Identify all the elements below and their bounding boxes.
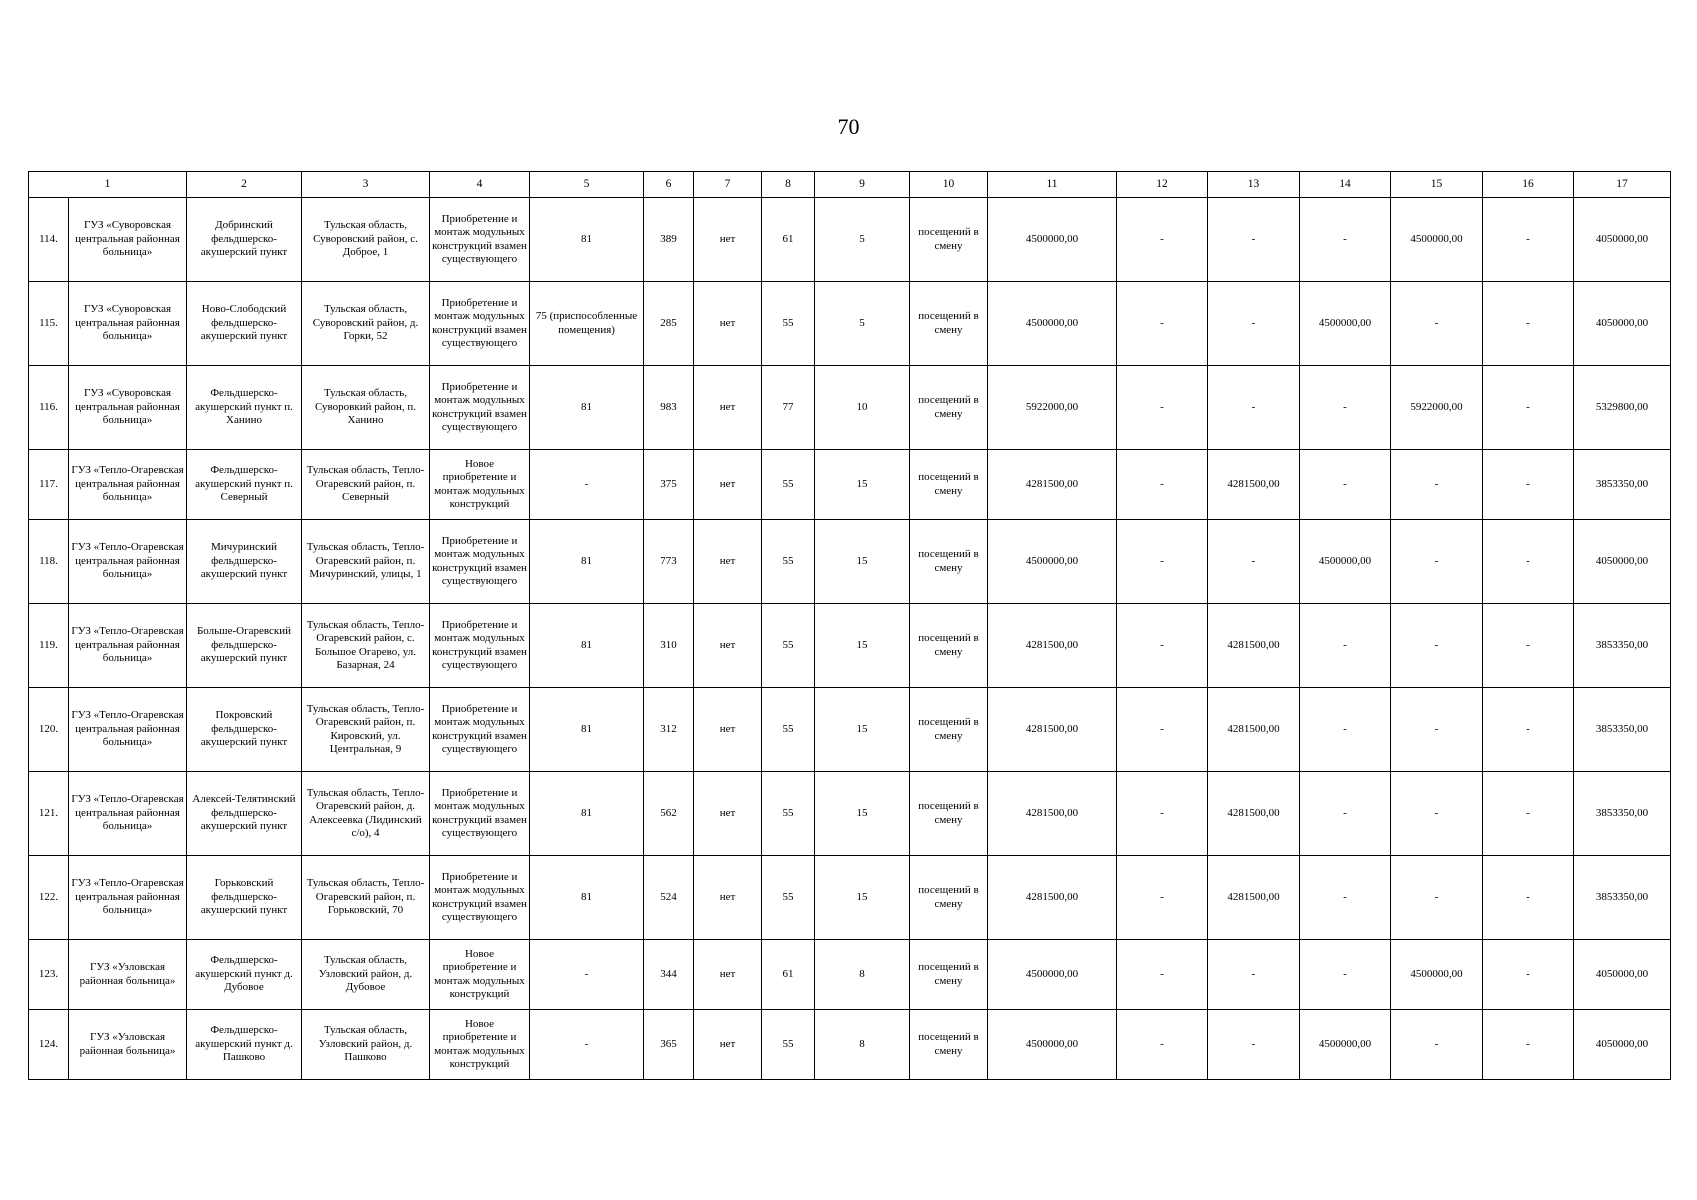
cell-c14: - xyxy=(1300,940,1391,1010)
cell-org: ГУЗ «Тепло-Огаревская центральная районная больница» xyxy=(69,856,187,940)
cell-no: 117. xyxy=(29,450,69,520)
cell-name: Алексей-Телятинский фельдшерско-акушерский пункт xyxy=(187,772,302,856)
table-row xyxy=(29,198,1671,282)
cell-c7: нет xyxy=(694,520,762,604)
cell-c5: - xyxy=(530,940,644,1010)
cell-org: ГУЗ «Суворовская центральная районная больница» xyxy=(69,366,187,450)
cell-c13: - xyxy=(1208,366,1300,450)
cell-c11: 4281500,00 xyxy=(988,688,1117,772)
cell-c15: - xyxy=(1391,520,1483,604)
cell-c16: - xyxy=(1483,520,1574,604)
cell-c14: - xyxy=(1300,198,1391,282)
cell-org: ГУЗ «Суворовская центральная районная больница» xyxy=(69,198,187,282)
cell-address: Тульская область, Суворовский район, с. Доброе, 1 xyxy=(302,198,430,282)
cell-c8: 77 xyxy=(762,366,815,450)
table-row xyxy=(29,688,1671,772)
table-row xyxy=(29,1010,1671,1080)
cell-c6: 389 xyxy=(644,198,694,282)
cell-c7: нет xyxy=(694,940,762,1010)
column-header: 5 xyxy=(530,172,644,198)
column-header: 1 xyxy=(29,172,187,198)
cell-address: Тульская область, Тепло-Огаревский район, с. Большое Огарево, ул. Базарная, 24 xyxy=(302,604,430,688)
cell-c17: 3853350,00 xyxy=(1574,604,1671,688)
table-row xyxy=(29,772,1671,856)
cell-c17: 4050000,00 xyxy=(1574,940,1671,1010)
cell-c10: посещений в смену xyxy=(910,1010,988,1080)
cell-c16: - xyxy=(1483,856,1574,940)
cell-c12: - xyxy=(1117,940,1208,1010)
header-row xyxy=(29,172,1671,198)
cell-c15: 5922000,00 xyxy=(1391,366,1483,450)
cell-c11: 4500000,00 xyxy=(988,198,1117,282)
cell-c11: 4500000,00 xyxy=(988,940,1117,1010)
cell-c5: 81 xyxy=(530,772,644,856)
cell-c12: - xyxy=(1117,856,1208,940)
cell-c16: - xyxy=(1483,450,1574,520)
cell-work: Приобретение и монтаж модульных конструкций взамен существующего xyxy=(430,366,530,450)
cell-c16: - xyxy=(1483,604,1574,688)
cell-c14: - xyxy=(1300,688,1391,772)
cell-c13: 4281500,00 xyxy=(1208,772,1300,856)
cell-name: Фельдшерско-акушерский пункт п. Северный xyxy=(187,450,302,520)
cell-address: Тульская область, Тепло-Огаревский район, п. Горьковский, 70 xyxy=(302,856,430,940)
cell-c7: нет xyxy=(694,366,762,450)
column-header: 15 xyxy=(1391,172,1483,198)
cell-c5: 81 xyxy=(530,520,644,604)
cell-c6: 375 xyxy=(644,450,694,520)
cell-name: Фельдшерско-акушерский пункт д. Дубовое xyxy=(187,940,302,1010)
cell-c15: 4500000,00 xyxy=(1391,940,1483,1010)
cell-address: Тульская область, Суворовкий район, п. Ханино xyxy=(302,366,430,450)
cell-name: Больше-Огаревский фельдшерско-акушерский пункт xyxy=(187,604,302,688)
cell-work: Приобретение и монтаж модульных конструкций взамен существующего xyxy=(430,856,530,940)
cell-c7: нет xyxy=(694,450,762,520)
cell-c8: 61 xyxy=(762,940,815,1010)
cell-org: ГУЗ «Тепло-Огаревская центральная районная больница» xyxy=(69,520,187,604)
cell-address: Тульская область, Узловский район, д. Дубовое xyxy=(302,940,430,1010)
cell-c13: - xyxy=(1208,282,1300,366)
registry-table xyxy=(28,171,1671,1080)
cell-c12: - xyxy=(1117,520,1208,604)
cell-c14: - xyxy=(1300,450,1391,520)
cell-c10: посещений в смену xyxy=(910,772,988,856)
cell-address: Тульская область, Тепло-Огаревский район, д. Алексеевка (Лидинский с/о), 4 xyxy=(302,772,430,856)
cell-c12: - xyxy=(1117,366,1208,450)
cell-c9: 5 xyxy=(815,282,910,366)
cell-c11: 4281500,00 xyxy=(988,856,1117,940)
cell-c16: - xyxy=(1483,940,1574,1010)
cell-work: Приобретение и монтаж модульных конструкций взамен существующего xyxy=(430,520,530,604)
cell-c14: 4500000,00 xyxy=(1300,1010,1391,1080)
cell-c9: 5 xyxy=(815,198,910,282)
cell-c15: - xyxy=(1391,1010,1483,1080)
cell-c10: посещений в смену xyxy=(910,366,988,450)
cell-c10: посещений в смену xyxy=(910,198,988,282)
cell-c10: посещений в смену xyxy=(910,940,988,1010)
cell-c15: - xyxy=(1391,772,1483,856)
cell-c14: 4500000,00 xyxy=(1300,282,1391,366)
cell-c5: - xyxy=(530,1010,644,1080)
cell-c6: 524 xyxy=(644,856,694,940)
table-row xyxy=(29,520,1671,604)
cell-c9: 15 xyxy=(815,520,910,604)
column-header: 11 xyxy=(988,172,1117,198)
table-row xyxy=(29,450,1671,520)
cell-c13: - xyxy=(1208,520,1300,604)
cell-c16: - xyxy=(1483,366,1574,450)
cell-c16: - xyxy=(1483,282,1574,366)
cell-c11: 5922000,00 xyxy=(988,366,1117,450)
cell-org: ГУЗ «Узловская районная больница» xyxy=(69,1010,187,1080)
cell-c8: 55 xyxy=(762,604,815,688)
cell-work: Приобретение и монтаж модульных конструкций взамен существующего xyxy=(430,198,530,282)
cell-no: 116. xyxy=(29,366,69,450)
cell-c10: посещений в смену xyxy=(910,282,988,366)
cell-c8: 55 xyxy=(762,520,815,604)
cell-c16: - xyxy=(1483,1010,1574,1080)
cell-c7: нет xyxy=(694,688,762,772)
cell-c14: 4500000,00 xyxy=(1300,520,1391,604)
cell-work: Приобретение и монтаж модульных конструкций взамен существующего xyxy=(430,772,530,856)
cell-c13: - xyxy=(1208,1010,1300,1080)
cell-c12: - xyxy=(1117,198,1208,282)
cell-c12: - xyxy=(1117,1010,1208,1080)
cell-c7: нет xyxy=(694,198,762,282)
cell-no: 123. xyxy=(29,940,69,1010)
cell-c11: 4500000,00 xyxy=(988,282,1117,366)
cell-c15: 4500000,00 xyxy=(1391,198,1483,282)
cell-c13: 4281500,00 xyxy=(1208,688,1300,772)
cell-c9: 15 xyxy=(815,772,910,856)
cell-no: 120. xyxy=(29,688,69,772)
cell-no: 122. xyxy=(29,856,69,940)
cell-no: 118. xyxy=(29,520,69,604)
cell-c17: 4050000,00 xyxy=(1574,282,1671,366)
cell-c7: нет xyxy=(694,1010,762,1080)
cell-c8: 55 xyxy=(762,772,815,856)
cell-c9: 15 xyxy=(815,604,910,688)
cell-c7: нет xyxy=(694,282,762,366)
cell-c14: - xyxy=(1300,856,1391,940)
cell-c15: - xyxy=(1391,856,1483,940)
column-header: 3 xyxy=(302,172,430,198)
cell-c17: 4050000,00 xyxy=(1574,520,1671,604)
column-header: 13 xyxy=(1208,172,1300,198)
cell-no: 124. xyxy=(29,1010,69,1080)
cell-c9: 8 xyxy=(815,1010,910,1080)
cell-c16: - xyxy=(1483,688,1574,772)
cell-c11: 4500000,00 xyxy=(988,520,1117,604)
cell-name: Горьковский фельдшерско-акушерский пункт xyxy=(187,856,302,940)
cell-no: 115. xyxy=(29,282,69,366)
cell-org: ГУЗ «Тепло-Огаревская центральная районная больница» xyxy=(69,604,187,688)
cell-work: Новое приобретение и монтаж модульных конструкций xyxy=(430,1010,530,1080)
cell-c15: - xyxy=(1391,282,1483,366)
cell-org: ГУЗ «Тепло-Огаревская центральная районная больница» xyxy=(69,688,187,772)
cell-c7: нет xyxy=(694,772,762,856)
cell-no: 114. xyxy=(29,198,69,282)
cell-org: ГУЗ «Тепло-Огаревская центральная районная больница» xyxy=(69,450,187,520)
cell-c13: 4281500,00 xyxy=(1208,450,1300,520)
cell-name: Фельдшерско-акушерский пункт п. Ханино xyxy=(187,366,302,450)
cell-c17: 3853350,00 xyxy=(1574,772,1671,856)
cell-c12: - xyxy=(1117,772,1208,856)
cell-name: Ново-Слободский фельдшерско-акушерский пункт xyxy=(187,282,302,366)
cell-c9: 15 xyxy=(815,450,910,520)
cell-c7: нет xyxy=(694,856,762,940)
cell-address: Тульская область, Тепло-Огаревский район, п. Северный xyxy=(302,450,430,520)
cell-name: Фельдшерско-акушерский пункт д. Пашково xyxy=(187,1010,302,1080)
cell-c13: 4281500,00 xyxy=(1208,856,1300,940)
cell-c9: 10 xyxy=(815,366,910,450)
cell-c17: 4050000,00 xyxy=(1574,198,1671,282)
cell-address: Тульская область, Узловский район, д. Пашково xyxy=(302,1010,430,1080)
cell-c14: - xyxy=(1300,604,1391,688)
table-row xyxy=(29,940,1671,1010)
cell-address: Тульская область, Суворовский район, д. Горки, 52 xyxy=(302,282,430,366)
cell-address: Тульская область, Тепло-Огаревский район, п. Мичуринский, улицы, 1 xyxy=(302,520,430,604)
cell-name: Добринский фельдшерско-акушерский пункт xyxy=(187,198,302,282)
cell-c10: посещений в смену xyxy=(910,688,988,772)
column-header: 17 xyxy=(1574,172,1671,198)
cell-c6: 312 xyxy=(644,688,694,772)
cell-c8: 61 xyxy=(762,198,815,282)
cell-c5: 75 (приспособленные помещения) xyxy=(530,282,644,366)
cell-c15: - xyxy=(1391,688,1483,772)
cell-c12: - xyxy=(1117,450,1208,520)
cell-work: Приобретение и монтаж модульных конструкций взамен существующего xyxy=(430,688,530,772)
cell-c10: посещений в смену xyxy=(910,604,988,688)
table-row xyxy=(29,366,1671,450)
cell-c6: 562 xyxy=(644,772,694,856)
cell-c10: посещений в смену xyxy=(910,450,988,520)
cell-c14: - xyxy=(1300,366,1391,450)
cell-c16: - xyxy=(1483,772,1574,856)
cell-c13: - xyxy=(1208,940,1300,1010)
column-header: 10 xyxy=(910,172,988,198)
page-number: 70 xyxy=(837,114,860,139)
cell-c15: - xyxy=(1391,604,1483,688)
cell-org: ГУЗ «Тепло-Огаревская центральная районная больница» xyxy=(69,772,187,856)
cell-org: ГУЗ «Узловская районная больница» xyxy=(69,940,187,1010)
cell-c17: 3853350,00 xyxy=(1574,688,1671,772)
table-row xyxy=(29,856,1671,940)
cell-c6: 773 xyxy=(644,520,694,604)
cell-c5: 81 xyxy=(530,198,644,282)
cell-c17: 3853350,00 xyxy=(1574,450,1671,520)
cell-name: Покровский фельдшерско-акушерский пункт xyxy=(187,688,302,772)
cell-c9: 8 xyxy=(815,940,910,1010)
cell-c10: посещений в смену xyxy=(910,520,988,604)
column-header: 2 xyxy=(187,172,302,198)
cell-c16: - xyxy=(1483,198,1574,282)
column-header: 7 xyxy=(694,172,762,198)
cell-c15: - xyxy=(1391,450,1483,520)
cell-name: Мичуринский фельдшерско-акушерский пункт xyxy=(187,520,302,604)
cell-work: Приобретение и монтаж модульных конструкций взамен существующего xyxy=(430,604,530,688)
cell-c17: 4050000,00 xyxy=(1574,1010,1671,1080)
cell-work: Приобретение и монтаж модульных конструкций взамен существующего xyxy=(430,282,530,366)
cell-c9: 15 xyxy=(815,688,910,772)
cell-no: 121. xyxy=(29,772,69,856)
cell-c12: - xyxy=(1117,282,1208,366)
column-header: 6 xyxy=(644,172,694,198)
cell-work: Новое приобретение и монтаж модульных конструкций xyxy=(430,940,530,1010)
cell-c13: 4281500,00 xyxy=(1208,604,1300,688)
cell-c11: 4281500,00 xyxy=(988,450,1117,520)
cell-c5: 81 xyxy=(530,856,644,940)
cell-c6: 285 xyxy=(644,282,694,366)
cell-c6: 983 xyxy=(644,366,694,450)
table-row xyxy=(29,604,1671,688)
cell-c12: - xyxy=(1117,688,1208,772)
cell-c5: - xyxy=(530,450,644,520)
cell-c7: нет xyxy=(694,604,762,688)
cell-org: ГУЗ «Суворовская центральная районная больница» xyxy=(69,282,187,366)
cell-c6: 365 xyxy=(644,1010,694,1080)
column-header: 8 xyxy=(762,172,815,198)
cell-c11: 4281500,00 xyxy=(988,604,1117,688)
column-header: 4 xyxy=(430,172,530,198)
cell-c13: - xyxy=(1208,198,1300,282)
column-header: 14 xyxy=(1300,172,1391,198)
cell-c8: 55 xyxy=(762,450,815,520)
cell-work: Новое приобретение и монтаж модульных конструкций xyxy=(430,450,530,520)
cell-c5: 81 xyxy=(530,688,644,772)
column-header: 12 xyxy=(1117,172,1208,198)
column-header: 9 xyxy=(815,172,910,198)
cell-c12: - xyxy=(1117,604,1208,688)
cell-c14: - xyxy=(1300,772,1391,856)
cell-c6: 310 xyxy=(644,604,694,688)
cell-c8: 55 xyxy=(762,282,815,366)
cell-c10: посещений в смену xyxy=(910,856,988,940)
table-row xyxy=(29,282,1671,366)
cell-c5: 81 xyxy=(530,604,644,688)
column-header: 16 xyxy=(1483,172,1574,198)
cell-c11: 4281500,00 xyxy=(988,772,1117,856)
cell-c17: 3853350,00 xyxy=(1574,856,1671,940)
cell-c17: 5329800,00 xyxy=(1574,366,1671,450)
cell-c6: 344 xyxy=(644,940,694,1010)
cell-no: 119. xyxy=(29,604,69,688)
cell-c11: 4500000,00 xyxy=(988,1010,1117,1080)
cell-c8: 55 xyxy=(762,688,815,772)
cell-c9: 15 xyxy=(815,856,910,940)
cell-c8: 55 xyxy=(762,1010,815,1080)
cell-address: Тульская область, Тепло-Огаревский район, п. Кировский, ул. Центральная, 9 xyxy=(302,688,430,772)
cell-c5: 81 xyxy=(530,366,644,450)
cell-c8: 55 xyxy=(762,856,815,940)
